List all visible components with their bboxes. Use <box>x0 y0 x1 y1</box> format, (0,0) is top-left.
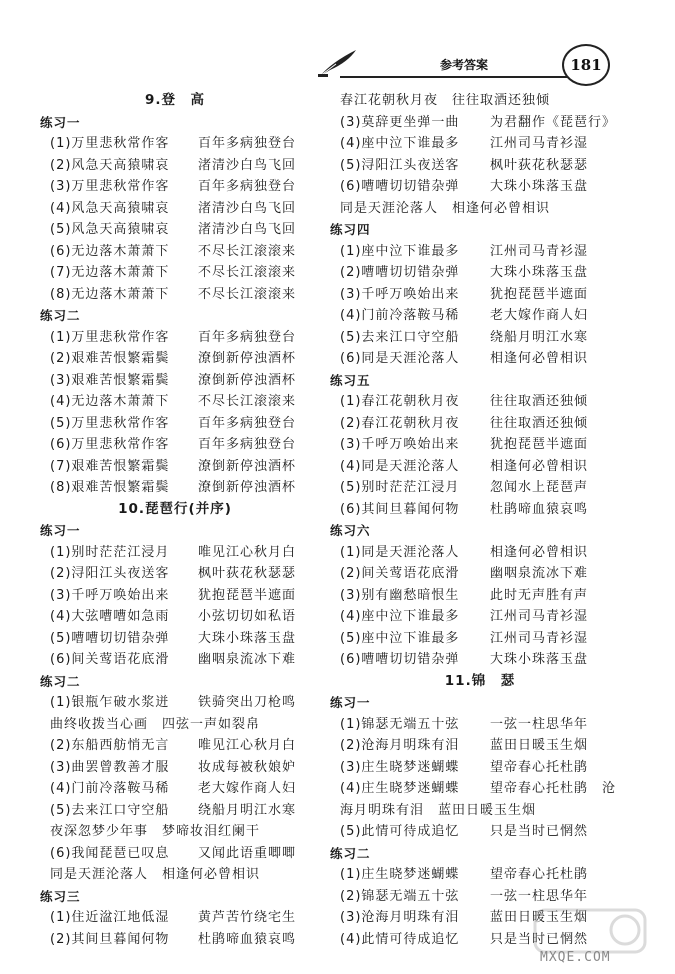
answer-line-second: 潦倒新停浊酒杯 <box>198 351 297 366</box>
answer-row <box>330 477 630 499</box>
answer-row <box>40 606 310 628</box>
answer-row <box>330 821 630 843</box>
answer-line-first: (4)门前冷落鞍马稀 <box>50 781 170 796</box>
answer-row <box>40 327 310 349</box>
answer-line-second: 杜鹃啼血猿哀鸣 <box>198 931 297 947</box>
answer-row <box>40 219 310 241</box>
answer-line-second: 杜鹃啼血猿哀鸣 <box>490 501 589 517</box>
answer-line-first: (6)同是天涯沦落人 <box>340 351 460 366</box>
answer-line-first: (8)艰难苦恨繁霜鬓 <box>50 480 170 495</box>
answer-line-second: 忽闻水上琵琶声 <box>490 480 589 495</box>
answer-line-second: 大珠小珠落玉盘 <box>490 265 589 280</box>
answer-line-second: 不尽长江滚滚来 <box>198 243 297 259</box>
answer-line-second: 往往取酒还独倾 <box>490 394 589 409</box>
answer-line-second: 小弦切切如私语 <box>198 609 297 624</box>
answer-line-first: (6)其间旦暮闻何物 <box>340 501 460 517</box>
answer-row <box>330 241 630 263</box>
answer-line-second: 幽咽泉流冰下难 <box>490 566 589 581</box>
answer-row <box>330 542 630 564</box>
answer-line-first: (3)沧海月明珠有泪 <box>340 910 460 925</box>
answer-line-first: (5)万里悲秋常作客 <box>50 415 170 431</box>
answer-row <box>40 198 310 220</box>
answer-line-first: (5)别时茫茫江浸月 <box>340 480 460 495</box>
answer-line-second: 不尽长江滚滚来 <box>198 265 297 280</box>
left-column <box>40 90 310 950</box>
answer-row <box>40 391 310 413</box>
answer-row <box>40 563 310 585</box>
answer-line-second: 蓝田日暖玉生烟 <box>490 738 589 753</box>
answer-line-second: 渚清沙白鸟飞回 <box>198 157 297 173</box>
answer-row <box>330 391 630 413</box>
answer-line-first: (4)无边落木萧萧下 <box>50 394 170 409</box>
answer-line-second: 江州司马青衫湿 <box>490 243 589 259</box>
answer-row <box>40 757 310 779</box>
answer-line-first: (8)无边落木萧萧下 <box>50 286 170 302</box>
answer-line-second: 百年多病独登台 <box>198 179 297 194</box>
answer-line-first: (4)风急天高猿啸哀 <box>50 200 170 216</box>
answer-line-second: 只是当时已惘然 <box>490 824 589 839</box>
answer-line-first: (1)万里悲秋常作客 <box>50 136 170 151</box>
answer-line-first: (3)千呼万唤始出来 <box>340 437 460 452</box>
answer-row <box>330 628 630 650</box>
answer-line-second: 相逢何必曾相识 <box>490 458 589 474</box>
answer-line-second: 老大嫁作商人妇 <box>198 781 297 796</box>
answer-row <box>40 649 310 671</box>
answer-row <box>330 735 630 757</box>
answer-row <box>40 348 310 370</box>
answer-line-first: (1)同是天涯沦落人 <box>340 544 460 560</box>
quill-pen-icon <box>318 48 360 78</box>
exercise-heading: 练习三 <box>40 888 81 904</box>
exercise-heading: 练习二 <box>330 845 371 861</box>
answer-continuation: 曲终收拨当心画 四弦一声如裂帛 <box>50 716 261 732</box>
answer-row <box>40 542 310 564</box>
answer-row <box>330 262 630 284</box>
answer-line-first: (2)风急天高猿啸哀 <box>50 157 170 173</box>
exercise-heading: 练习一 <box>330 695 371 710</box>
answer-line-first: (3)别有幽愁暗恨生 <box>340 587 460 603</box>
answer-row <box>330 456 630 478</box>
answer-row <box>330 757 630 779</box>
right-column <box>330 90 630 950</box>
answer-row <box>330 305 630 327</box>
answer-row <box>40 628 310 650</box>
answer-line-first: (2)间关莺语花底滑 <box>340 566 460 581</box>
answer-line-first: (5)浔阳江头夜送客 <box>340 157 460 173</box>
answer-line-first: (5)去来江口守空船 <box>50 802 170 818</box>
answer-line-first: (4)座中泣下谁最多 <box>340 136 460 151</box>
answer-line-first: (2)浔阳江头夜送客 <box>50 566 170 581</box>
answer-line-first: (1)万里悲秋常作客 <box>50 329 170 345</box>
answer-line-first: (1)座中泣下谁最多 <box>340 243 460 259</box>
answer-line-second: 枫叶荻花秋瑟瑟 <box>198 566 297 581</box>
answer-line-second: 望帝春心托杜鹃 <box>490 759 589 775</box>
answer-line-second: 唯见江心秋月白 <box>198 544 297 560</box>
answer-line-first: (2)春江花朝秋月夜 <box>340 415 460 431</box>
answer-line-first: (2)嘈嘈切切错杂弹 <box>340 265 460 280</box>
answer-line-first: (4)此情可待成追忆 <box>340 931 460 947</box>
answer-line-first: (4)门前冷落鞍马稀 <box>340 308 460 323</box>
answer-line-first: (4)庄生晓梦迷蝴蝶 <box>340 781 460 796</box>
answer-line-second: 往往取酒还独倾 <box>490 415 589 431</box>
answer-row <box>40 241 310 263</box>
answer-row <box>330 284 630 306</box>
answer-row <box>330 714 630 736</box>
answer-row <box>330 176 630 198</box>
answer-line-second: 铁骑突出刀枪鸣 <box>198 695 297 710</box>
answer-line-first: (1)银瓶乍破水浆迸 <box>50 695 170 710</box>
exercise-heading: 练习二 <box>40 673 81 689</box>
answer-line-first: (2)沧海月明珠有泪 <box>340 738 460 753</box>
answer-line-second: 潦倒新停浊酒杯 <box>198 458 297 474</box>
answer-line-second: 一弦一柱思华年 <box>490 716 589 732</box>
answer-line-second: 黄芦苦竹绕宅生 <box>198 910 297 925</box>
answer-line-first: (4)大弦嘈嘈如急雨 <box>50 609 170 624</box>
section-title: 10.琵琶行(并序) <box>118 500 232 517</box>
answer-line-first: (1)春江花朝秋月夜 <box>340 394 460 409</box>
answer-line-second: 渚清沙白鸟飞回 <box>198 222 297 237</box>
answer-line-second: 此时无声胜有声 <box>490 587 589 603</box>
answer-row <box>40 929 310 951</box>
answer-line-second: 百年多病独登台 <box>198 415 297 431</box>
answer-line-first: (2)艰难苦恨繁霜鬓 <box>50 351 170 366</box>
answer-row <box>40 843 310 865</box>
header-rule <box>340 76 572 78</box>
answer-row <box>40 155 310 177</box>
answer-row <box>330 778 630 800</box>
answer-row <box>330 499 630 521</box>
answer-line-second: 百年多病独登台 <box>198 329 297 345</box>
answer-line-second: 一弦一柱思华年 <box>490 888 589 904</box>
answer-line-first: (6)无边落木萧萧下 <box>50 243 170 259</box>
answer-line-second: 渚清沙白鸟飞回 <box>198 200 297 216</box>
exercise-heading: 练习一 <box>40 114 81 130</box>
answer-line-second: 又闻此语重唧唧 <box>198 845 297 861</box>
answer-line-second: 幽咽泉流冰下难 <box>198 652 297 667</box>
answer-line-first: (6)嘈嘈切切错杂弹 <box>340 179 460 194</box>
answer-row <box>40 735 310 757</box>
answer-line-second: 绕船月明江水寒 <box>198 802 297 818</box>
answer-row <box>40 477 310 499</box>
answer-line-second: 枫叶荻花秋瑟瑟 <box>490 157 589 173</box>
answer-line-first: (3)莫辞更坐弹一曲 <box>340 114 460 130</box>
exercise-heading: 练习一 <box>40 523 81 538</box>
answer-row <box>330 864 630 886</box>
answer-continuation: 同是天涯沦落人 相逢何必曾相识 <box>340 200 551 216</box>
answer-line-first: (5)嘈嘈切切错杂弹 <box>50 630 170 646</box>
answer-continuation: 海月明珠有泪 蓝田日暖玉生烟 <box>340 802 537 818</box>
answer-row <box>40 800 310 822</box>
answer-row <box>40 585 310 607</box>
answer-row <box>330 434 630 456</box>
answer-row <box>330 606 630 628</box>
answer-line-first: (2)锦瑟无端五十弦 <box>340 888 460 904</box>
answer-row <box>330 112 630 134</box>
answer-line-first: (5)座中泣下谁最多 <box>340 630 460 646</box>
answer-line-first: (6)万里悲秋常作客 <box>50 437 170 452</box>
exercise-heading: 练习二 <box>40 308 81 323</box>
answer-line-second: 江州司马青衫湿 <box>490 136 589 151</box>
answer-line-first: (1)锦瑟无端五十弦 <box>340 716 460 732</box>
answer-row <box>40 907 310 929</box>
answer-row <box>40 413 310 435</box>
answer-line-first: (6)间关莺语花底滑 <box>50 652 170 667</box>
answer-row <box>330 649 630 671</box>
answer-line-second: 大珠小珠落玉盘 <box>198 630 297 646</box>
answer-line-first: (7)艰难苦恨繁霜鬓 <box>50 458 170 474</box>
answer-line-first: (1)庄生晓梦迷蝴蝶 <box>340 867 460 882</box>
answer-row <box>40 284 310 306</box>
answer-line-second: 只是当时已惘然 <box>490 931 589 947</box>
answer-line-second: 潦倒新停浊酒杯 <box>198 372 297 388</box>
answer-line-first: (3)万里悲秋常作客 <box>50 179 170 194</box>
answer-line-second: 不尽长江滚滚来 <box>198 394 297 409</box>
answer-line-second: 望帝春心托杜鹃 沧 <box>490 781 617 796</box>
answer-row <box>40 456 310 478</box>
answer-row <box>40 176 310 198</box>
answer-row <box>40 434 310 456</box>
answer-row <box>330 133 630 155</box>
answer-line-first: (2)其间旦暮闻何物 <box>50 931 170 947</box>
answer-line-first: (5)此情可待成追忆 <box>340 824 460 839</box>
answer-line-second: 望帝春心托杜鹃 <box>490 867 589 882</box>
answer-line-second: 绕船月明江水寒 <box>490 329 589 345</box>
answer-row <box>330 413 630 435</box>
answer-row <box>40 692 310 714</box>
answer-row <box>40 370 310 392</box>
answer-row <box>40 778 310 800</box>
answer-line-second: 百年多病独登台 <box>198 437 297 452</box>
answer-line-first: (3)千呼万唤始出来 <box>50 587 170 603</box>
answer-row <box>330 348 630 370</box>
answer-line-second: 妆成每被秋娘妒 <box>198 759 297 775</box>
answer-line-second: 江州司马青衫湿 <box>490 609 589 624</box>
answer-line-first: (3)千呼万唤始出来 <box>340 286 460 302</box>
answer-line-second: 相逢何必曾相识 <box>490 351 589 366</box>
answer-line-second: 相逢何必曾相识 <box>490 544 589 560</box>
answer-row <box>40 262 310 284</box>
answer-line-second: 唯见江心秋月白 <box>198 738 297 753</box>
exercise-heading: 练习六 <box>330 523 371 538</box>
answer-row <box>40 133 310 155</box>
answer-row <box>330 585 630 607</box>
answer-line-first: (1)别时茫茫江浸月 <box>50 544 170 560</box>
answer-row <box>330 155 630 177</box>
section-title: 11.锦 瑟 <box>444 672 516 689</box>
answer-line-first: (7)无边落木萧萧下 <box>50 265 170 280</box>
answer-line-second: 不尽长江滚滚来 <box>198 286 297 302</box>
answer-line-first: (1)住近湓江地低湿 <box>50 910 170 925</box>
answer-line-second: 犹抱琵琶半遮面 <box>490 286 589 302</box>
answer-line-first: (3)曲罢曾教善才服 <box>50 759 170 775</box>
answer-continuation: 夜深忽梦少年事 梦啼妆泪红阑干 <box>50 824 261 839</box>
page-number-badge: 181 <box>562 44 610 86</box>
answer-line-first: (5)风急天高猿啸哀 <box>50 222 170 237</box>
answer-line-first: (4)座中泣下谁最多 <box>340 609 460 624</box>
header-title: 参考答案 <box>440 58 489 72</box>
section-title: 9.登 高 <box>144 92 206 108</box>
answer-line-first: (6)嘈嘈切切错杂弹 <box>340 652 460 667</box>
answer-line-first: (5)去来江口守空船 <box>340 329 460 345</box>
answer-line-second: 大珠小珠落玉盘 <box>490 652 589 667</box>
answer-line-second: 江州司马青衫湿 <box>490 630 589 646</box>
answer-line-second: 为君翻作《琵琶行》 <box>490 114 617 130</box>
answer-continuation: 春江花朝秋月夜 往往取酒还独倾 <box>340 93 551 108</box>
answer-row <box>330 563 630 585</box>
answer-line-second: 百年多病独登台 <box>198 136 297 151</box>
answer-line-second: 犹抱琵琶半遮面 <box>198 587 297 603</box>
answer-line-first: (4)同是天涯沦落人 <box>340 458 460 474</box>
page-header <box>0 0 675 88</box>
exercise-heading: 练习四 <box>330 222 371 237</box>
answer-line-second: 蓝田日暖玉生烟 <box>490 910 589 925</box>
watermark-text: MXQE.COM <box>540 950 611 965</box>
answer-line-first: (3)庄生晓梦迷蝴蝶 <box>340 759 460 775</box>
answer-line-first: (2)东船西舫悄无言 <box>50 738 170 753</box>
answer-line-second: 犹抱琵琶半遮面 <box>490 437 589 452</box>
answer-line-first: (3)艰难苦恨繁霜鬓 <box>50 372 170 388</box>
answer-line-second: 老大嫁作商人妇 <box>490 308 589 323</box>
exercise-heading: 练习五 <box>330 372 371 388</box>
answer-row <box>330 327 630 349</box>
answer-line-first: (6)我闻琵琶已叹息 <box>50 845 170 861</box>
answer-line-second: 潦倒新停浊酒杯 <box>198 480 297 495</box>
answer-continuation: 同是天涯沦落人 相逢何必曾相识 <box>50 867 261 882</box>
answer-line-second: 大珠小珠落玉盘 <box>490 179 589 194</box>
